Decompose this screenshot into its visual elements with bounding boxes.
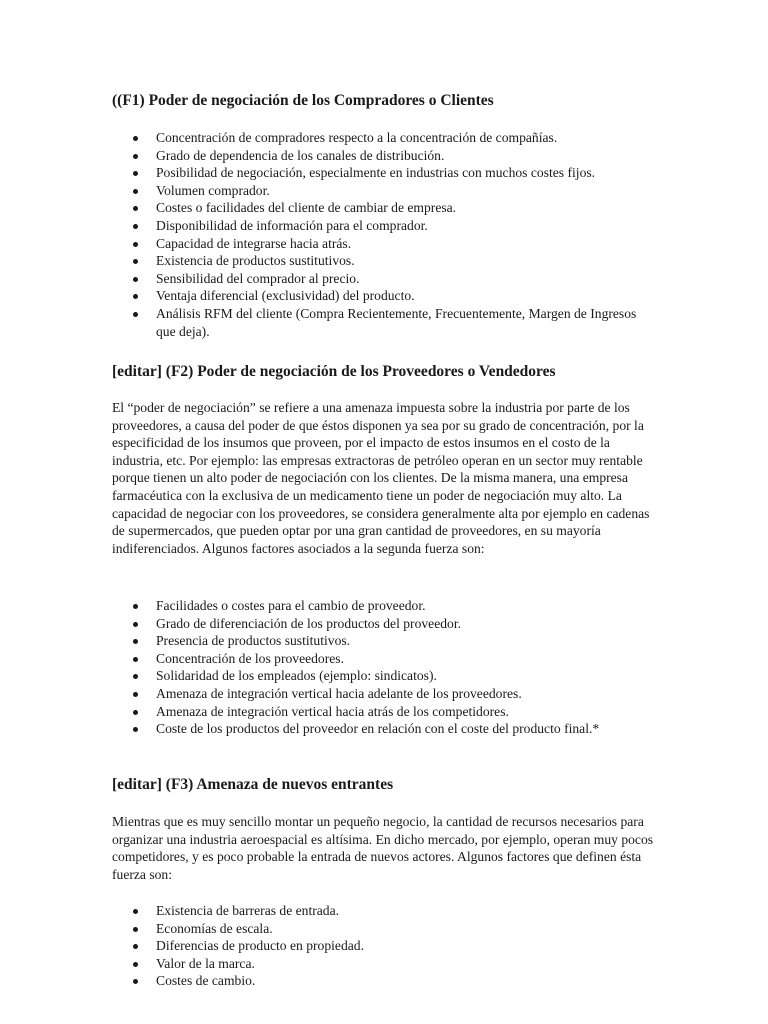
list-item: Análisis RFM del cliente (Compra Recientemente, Frecuentemente, Margen de Ingresos que deja). [112, 305, 657, 340]
list-item: Amenaza de integración vertical hacia atrás de los competidores. [112, 703, 599, 721]
list-item: Grado de dependencia de los canales de distribución. [112, 147, 657, 165]
list-item: Grado de diferenciación de los productos del proveedor. [112, 615, 599, 633]
list-item: Diferencias de producto en propiedad. [112, 937, 364, 955]
section-paragraph-f2: El “poder de negociación” se refiere a una amenaza impuesta sobre la industria por parte de los proveedores, a causa del poder de que éstos disponen ya sea por su grado de concentración, por la especificidad de los insumos que proveen, por el impacto de estos insumos en el costo de la industria, etc. Por ejemplo: las empresas extractoras de petróleo operan en un sector muy rentable porque tienen un alto poder de negociación con los clientes. De la misma manera, una empresa farmacéutica con la exclusiva de un medicamento tiene un poder de negociación muy alto. La capacidad de negociar con los proveedores, se considera generalmente alta por ejemplo en cadenas de supermercados, que pueden optar por una gran cantidad de proveedores, en su mayoría indiferenciados. Algunos factores asociados a la segunda fuerza son: [112, 400, 650, 556]
section-paragraph-f3: Mientras que es muy sencillo montar un pequeño negocio, la cantidad de recursos necesarios para organizar una industria aeroespacial es altísima. En dicho mercado, por ejemplo, operan muy pocos competidores, y es poco probable la entrada de nuevos actores. Algunos factores que definen ésta fuerza son: [112, 814, 654, 882]
list-item: Valor de la marca. [112, 955, 364, 973]
list-item: Costes de cambio. [112, 972, 364, 990]
bullet-list-f1 [112, 129, 657, 340]
list-item: Concentración de compradores respecto a la concentración de compañías. [112, 129, 657, 147]
bullet-list-f3 [112, 902, 364, 990]
list-item: Existencia de productos sustitutivos. [112, 252, 657, 270]
list-item: Costes o facilidades del cliente de cambiar de empresa. [112, 199, 657, 217]
list-item: Existencia de barreras de entrada. [112, 902, 364, 920]
list-item: Amenaza de integración vertical hacia adelante de los proveedores. [112, 685, 599, 703]
section-heading-f3: [editar] (F3) Amenaza de nuevos entrantes [112, 776, 394, 793]
section-heading-f2: [editar] (F2) Poder de negociación de los Proveedores o Vendedores [112, 363, 556, 380]
list-item: Capacidad de integrarse hacia atrás. [112, 235, 657, 253]
list-item: Disponibilidad de información para el comprador. [112, 217, 657, 235]
list-item: Posibilidad de negociación, especialmente en industrias con muchos costes fijos. [112, 164, 657, 182]
list-item: Facilidades o costes para el cambio de proveedor. [112, 597, 599, 615]
list-item: Concentración de los proveedores. [112, 650, 599, 668]
list-item: Coste de los productos del proveedor en relación con el coste del producto final.* [112, 720, 599, 738]
list-item: Volumen comprador. [112, 182, 657, 200]
list-item: Economías de escala. [112, 920, 364, 938]
section-heading-f1: ((F1) Poder de negociación de los Compradores o Clientes [112, 92, 494, 109]
list-item: Presencia de productos sustitutivos. [112, 632, 599, 650]
bullet-list-f2 [112, 597, 599, 738]
list-item: Solidaridad de los empleados (ejemplo: sindicatos). [112, 667, 599, 685]
list-item: Ventaja diferencial (exclusividad) del producto. [112, 287, 657, 305]
list-item: Sensibilidad del comprador al precio. [112, 270, 657, 288]
